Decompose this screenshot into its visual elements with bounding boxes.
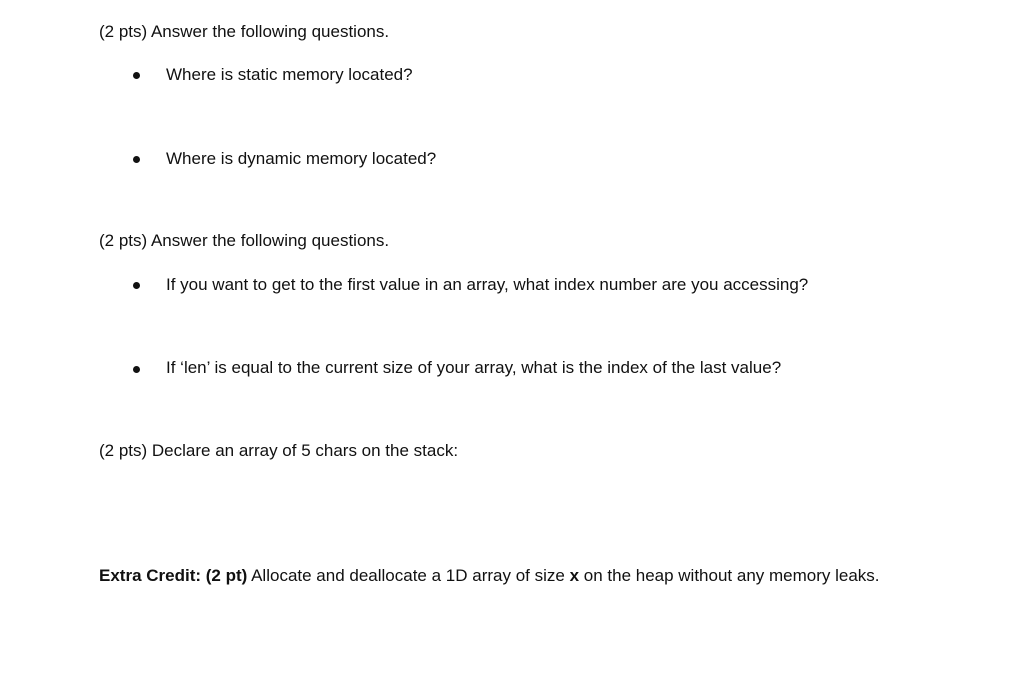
extra-credit-variable: x [569, 566, 580, 585]
bullet-icon [133, 156, 140, 163]
bullet-icon [133, 366, 140, 373]
section-1-heading: (2 pts) Answer the following questions. [99, 22, 390, 41]
question-static-memory: Where is static memory located? [166, 65, 413, 84]
extra-credit-label: Extra Credit: [99, 566, 202, 585]
extra-credit-points: (2 pt) [205, 566, 248, 585]
bullet-icon [133, 72, 140, 79]
question-dynamic-memory: Where is dynamic memory located? [166, 149, 437, 168]
question-first-index: If you want to get to the first value in an array, what index number are you accessing? [166, 275, 809, 294]
extra-credit-text-after: on the heap without any memory leaks. [579, 566, 880, 585]
question-last-index: If ‘len’ is equal to the current size of your array, what is the index of the last value? [166, 358, 782, 377]
section-3-heading: (2 pts) Declare an array of 5 chars on the stack: [99, 441, 459, 460]
extra-credit-line [99, 565, 880, 587]
extra-credit-text-before: Allocate and deallocate a 1D array of size [247, 566, 570, 585]
bullet-icon [133, 282, 140, 289]
section-2-heading: (2 pts) Answer the following questions. [99, 231, 390, 250]
